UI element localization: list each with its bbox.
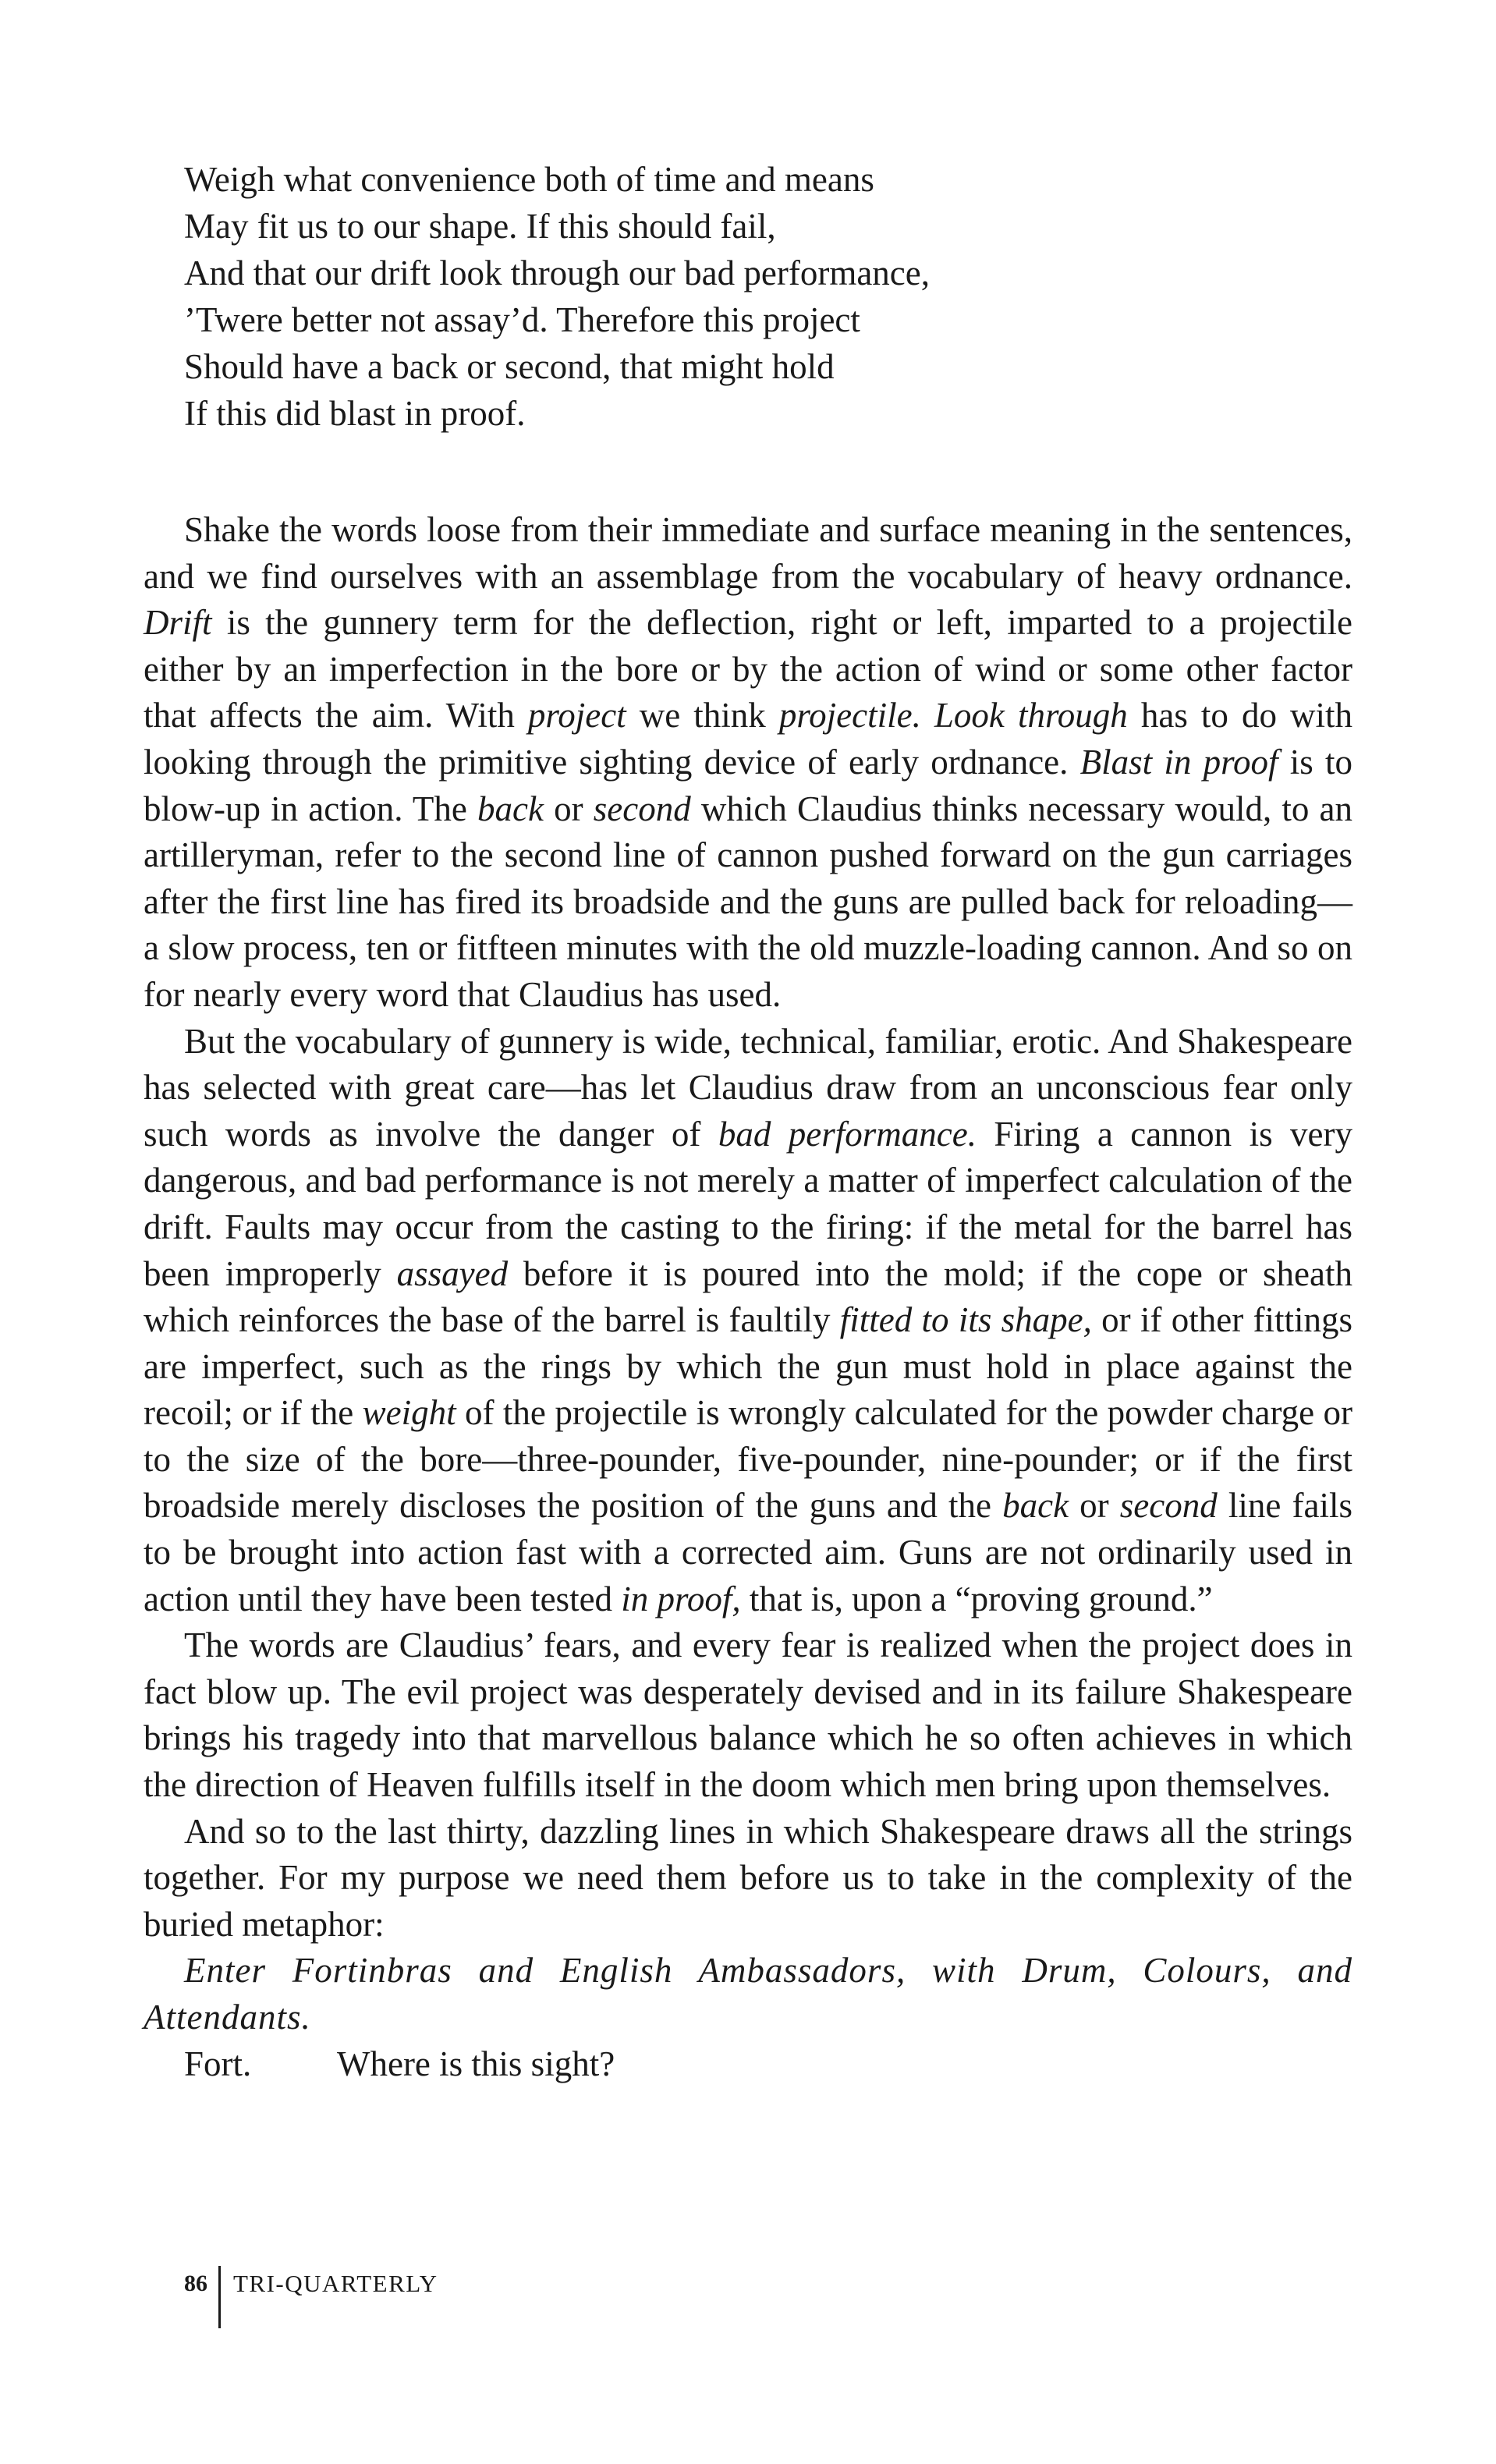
text-run: before it is poured into the mold; if the cope or sheath which reinforces the base of the barrel is faultily: [144, 1253, 1352, 1340]
verse-line: ’Twere better not assay’d. Therefore this project: [184, 300, 860, 339]
verse-line: And that our drift look through our bad performance,: [184, 253, 930, 292]
emphasis-assayed: assayed: [396, 1253, 509, 1293]
text-run: or: [1069, 1486, 1120, 1526]
text-run: or if other fittings are imperfect, such as the rings by which the gun must hold in place against the recoil; or if the: [144, 1300, 1352, 1433]
journal-name: TRI-QUARTERLY: [233, 2270, 438, 2297]
speaker-name: Fort.: [184, 2044, 252, 2083]
emphasis-weight: weight: [362, 1393, 456, 1433]
emphasis-blast-in-proof: Blast in proof: [1079, 742, 1278, 782]
page-number: 86: [184, 2271, 207, 2296]
text-run: of the projectile is wrongly calculated for the powder charge or to the size of the bore—three-pounder, five-pounder, nine-pounder; or if the first broadside merely discloses the position of the guns and the: [144, 1393, 1352, 1526]
text-run: is to blow-up in action. The: [144, 742, 1352, 828]
speech-text: Where is this sight?: [337, 2044, 615, 2083]
verse-line: Weigh what convenience both of time and means: [184, 160, 874, 199]
text-run: that is, upon a “proving ground.”: [740, 1579, 1213, 1618]
emphasis-projectile: projectile.: [778, 696, 921, 736]
text-run: But the vocabulary of gunnery is wide, technical, familiar, erotic. And Shakespeare has selected with great care—has let Claudius draw from an unconscious fear only such words as involve the danger of: [144, 1021, 1352, 1154]
stage-direction: Enter Fortinbras and English Ambassadors, with Drum, Colours, and Attendants.: [144, 1951, 1352, 2037]
text-run: which Claudius thinks necessary would, to an artilleryman, refer to the second line of cannon pushed forward on the gun carriages after the first line has fired its broadside and the guns are pulled back for reloading—a slow process, ten or fitfteen minutes with the old muzzle-loading cannon. And so on for nearly every word that Claudius has used.: [144, 789, 1352, 1014]
text-run: is the gunnery term for the deflection, right or left, imparted to a projectile either by an imperfection in the bore or by the action of wind or some other factor that affects the aim. With: [144, 603, 1352, 736]
paragraph-bad-performance: [144, 1019, 1352, 1623]
text-run: Firing a cannon is very dangerous, and bad performance is not merely a matter of imperfect calculation of the drift. Faults may occur from the casting to the firing: if the metal for the barrel has been improperly: [144, 1114, 1352, 1293]
text-run: has to do with looking through the primitive sighting device of early ordnance.: [144, 696, 1352, 782]
paragraph-gunnery-vocabulary: [144, 507, 1352, 1019]
emphasis-back: back: [477, 789, 544, 828]
text-run: we think: [626, 696, 779, 736]
verse-line: Should have a back or second, that might hold: [184, 347, 835, 386]
verse-quotation: [184, 156, 1352, 437]
emphasis-look-through: Look through: [934, 696, 1128, 736]
paragraph-claudius-fears: The words are Claudius’ fears, and every fear is realized when the project does in fact blow up. The evil project was desperately devised and in its failure Shakespeare brings his tragedy into that marvellous balance which he so often achieves in which the direction of Heaven fulfills itself in the doom which men bring upon themselves.: [144, 1626, 1352, 1805]
text-run: Shake the words loose from their immediate and surface meaning in the sentences, and we find ourselves with an assemblage from the vocabulary of heavy ordnance.: [144, 510, 1352, 596]
footer-divider: [218, 2266, 221, 2328]
emphasis-back: back: [1002, 1486, 1069, 1526]
speech-line: [184, 2041, 1352, 2088]
emphasis-in-proof: in proof,: [621, 1579, 741, 1618]
text-run: line fails to be brought into action fast with a corrected aim. Guns are not ordinarily used in action until they have been tested: [144, 1486, 1352, 1618]
page-footer: [184, 2266, 438, 2328]
paragraph-last-thirty-lines: And so to the last thirty, dazzling lines in which Shakespeare draws all the strings together. For my purpose we need them before us to take in the complexity of the buried metaphor:: [144, 1811, 1352, 1944]
page-body: [144, 156, 1352, 2087]
verse-line: If this did blast in proof.: [184, 394, 526, 433]
verse-line: May fit us to our shape. If this should fail,: [184, 207, 776, 246]
emphasis-second: second: [1119, 1486, 1218, 1526]
prose-body: [144, 507, 1352, 2087]
text-run: [921, 696, 934, 735]
emphasis-second: second: [593, 789, 691, 828]
emphasis-bad-performance: bad performance.: [718, 1114, 977, 1154]
emphasis-project: project: [527, 696, 626, 736]
emphasis-fitted: fitted to its shape,: [839, 1300, 1092, 1340]
text-run: or: [543, 789, 594, 828]
emphasis-drift: Drift: [144, 603, 212, 643]
